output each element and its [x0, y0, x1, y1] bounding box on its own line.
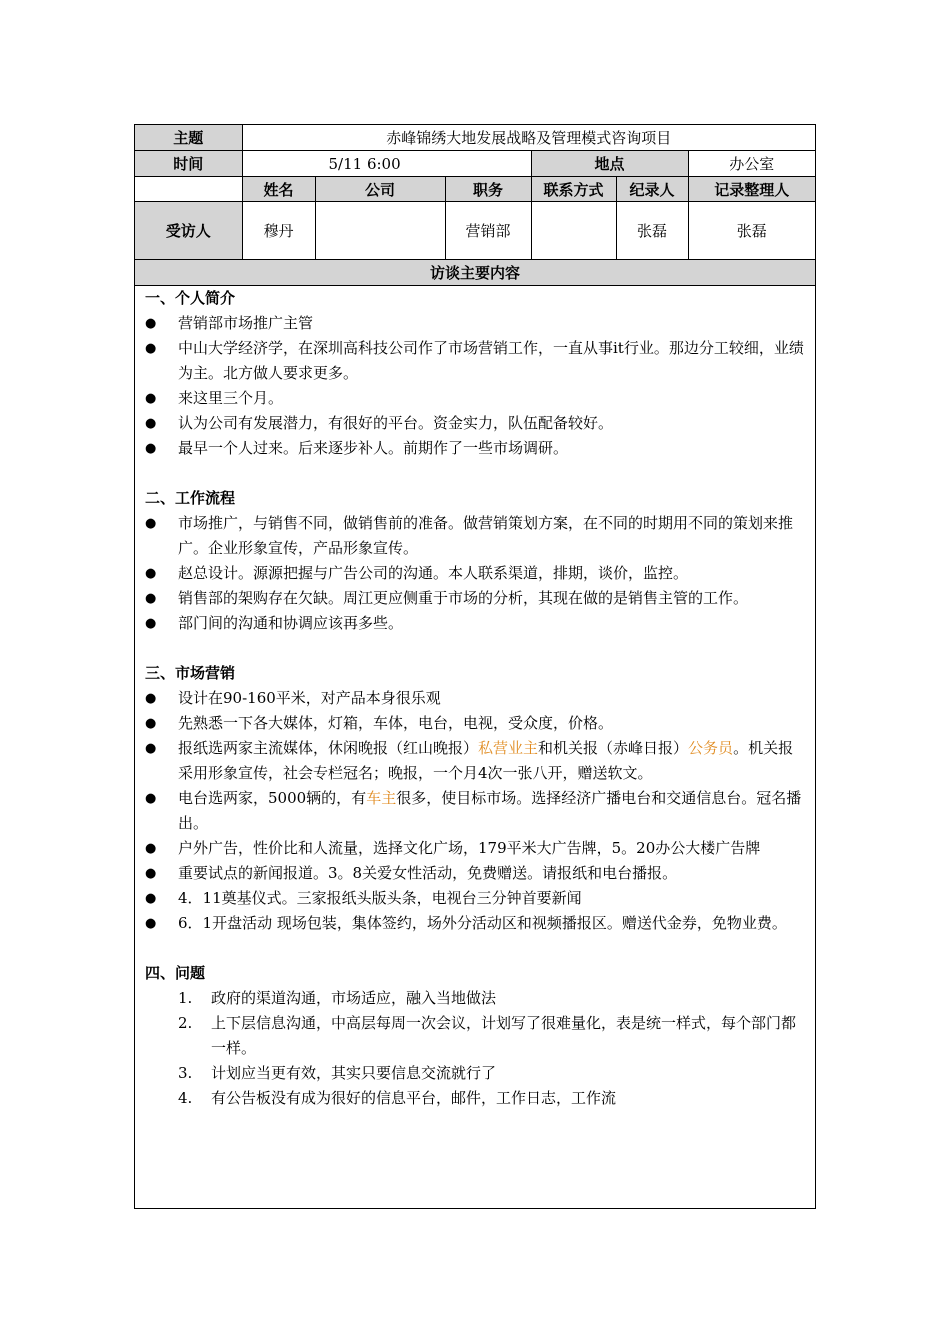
text-segment: 电台选两家，5000辆的，有 [178, 789, 367, 807]
section-title-marketing: 三、市场营销 [145, 664, 236, 682]
interview-content [135, 286, 815, 1111]
section-title-issues: 四、问题 [145, 964, 206, 982]
list-item: ● 中山大学经济学，在深圳高科技公司作了市场营销工作，一直从事it行业。那边分工较细，业绩为主。北方做人要求更多。 [145, 336, 805, 386]
list-item: ● 部门间的沟通和协调应该再多些。 [145, 611, 805, 636]
list-item: ● 先熟悉一下各大媒体，灯箱，车体，电台，电视，受众度，价格。 [145, 711, 805, 736]
profile-list [145, 311, 805, 461]
item-text: 政府的渠道沟通，市场适应，融入当地做法 [211, 989, 497, 1007]
interviewee-recorder: 张磊 [616, 202, 688, 260]
list-item: ● 销售部的架购存在欠缺。周江更应侧重于市场的分析，其现在做的是销售主管的工作。 [145, 586, 805, 611]
list-item: ● 来这里三个月。 [145, 386, 805, 411]
list-item [145, 786, 805, 836]
item-number: 3. [178, 1064, 193, 1082]
highlight-civil-servants: 公务员 [688, 739, 734, 757]
interviewee-organizer: 张磊 [688, 202, 815, 260]
list-item: ● 4．11奠基仪式。三家报纸头版头条，电视台三分钟首要新闻 [145, 886, 805, 911]
time-value: 5/11 6:00 [242, 151, 531, 177]
header-table [135, 125, 815, 286]
place-label: 地点 [531, 151, 688, 177]
list-item [145, 1011, 805, 1061]
col-recorder: 纪录人 [616, 177, 688, 202]
text-segment: 报纸选两家主流媒体，休闲晚报（红山晚报） [178, 739, 479, 757]
col-position: 职务 [445, 177, 531, 202]
item-text: 上下层信息沟通，中高层每周一次会议，计划写了很难量化，表是统一样式，每个部门都一样。 [211, 1014, 797, 1057]
list-item [145, 1086, 805, 1111]
section-title-profile: 一、个人简介 [145, 289, 236, 307]
list-item: ● 最早一个人过来。后来逐步补人。前期作了一些市场调研。 [145, 436, 805, 461]
list-item: ● 重要试点的新闻报道。3。8关爱女性活动，免费赠送。请报纸和电台播报。 [145, 861, 805, 886]
col-name: 姓名 [242, 177, 315, 202]
spacer [145, 461, 805, 486]
list-item: ● 市场推广，与销售不同，做销售前的准备。做营销策划方案，在不同的时期用不同的策划来推广。企业形象宣传，产品形象宣传。 [145, 511, 805, 561]
subject-label: 主题 [135, 125, 242, 151]
list-item [145, 1061, 805, 1086]
interviewee-company [315, 202, 445, 260]
section-title-workflow: 二、工作流程 [145, 489, 236, 507]
col-company: 公司 [315, 177, 445, 202]
place-value: 办公室 [688, 151, 815, 177]
item-number: 4. [178, 1089, 193, 1107]
issues-list [145, 986, 805, 1111]
text-segment: 很多，使目标市场。选择经济广播电台和交通信息台。冠名播出。 [178, 789, 802, 832]
workflow-list [145, 511, 805, 636]
spacer [145, 936, 805, 961]
list-item [145, 986, 805, 1011]
list-item [145, 736, 805, 786]
interviewee-contact [531, 202, 616, 260]
highlight-private-owners: 私营业主 [478, 739, 539, 757]
list-item: ● 设计在90-160平米，对产品本身很乐观 [145, 686, 805, 711]
spacer [145, 636, 805, 661]
col-organizer: 记录整理人 [688, 177, 815, 202]
list-item: ● 户外广告，性价比和人流量，选择文化广场，179平米大广告牌，5。20办公大楼广告牌 [145, 836, 805, 861]
time-label: 时间 [135, 151, 242, 177]
interview-record-form [134, 124, 816, 1209]
text-segment: 。机关报采用形象宣传，社会专栏冠名；晚报，一个月4次一张八开，赠送软文。 [178, 739, 794, 782]
interviewee-label: 受访人 [135, 202, 242, 260]
item-number: 2. [178, 1014, 193, 1032]
text-segment: 和机关报（赤峰日报） [538, 739, 689, 757]
list-item: ● 6．1开盘活动 现场包装，集体签约，场外分活动区和视频播报区。赠送代金券，免物业费。 [145, 911, 805, 936]
highlight-car-owners: 车主 [366, 789, 397, 807]
blank-cell [135, 177, 242, 202]
list-item: ● 赵总设计。源源把握与广告公司的沟通。本人联系渠道，排期，谈价，监控。 [145, 561, 805, 586]
col-contact: 联系方式 [531, 177, 616, 202]
interviewee-name: 穆丹 [242, 202, 315, 260]
list-item: ● 认为公司有发展潜力，有很好的平台。资金实力，队伍配备较好。 [145, 411, 805, 436]
list-item: ● 营销部市场推广主管 [145, 311, 805, 336]
item-text: 计划应当更有效，其实只要信息交流就行了 [211, 1064, 497, 1082]
content-title: 访谈主要内容 [135, 260, 815, 286]
subject-value: 赤峰锦绣大地发展战略及管理模式咨询项目 [242, 125, 815, 151]
item-number: 1. [178, 989, 193, 1007]
marketing-list [145, 686, 805, 936]
item-text: 有公告板没有成为很好的信息平台，邮件，工作日志，工作流 [211, 1089, 617, 1107]
interviewee-position: 营销部 [445, 202, 531, 260]
